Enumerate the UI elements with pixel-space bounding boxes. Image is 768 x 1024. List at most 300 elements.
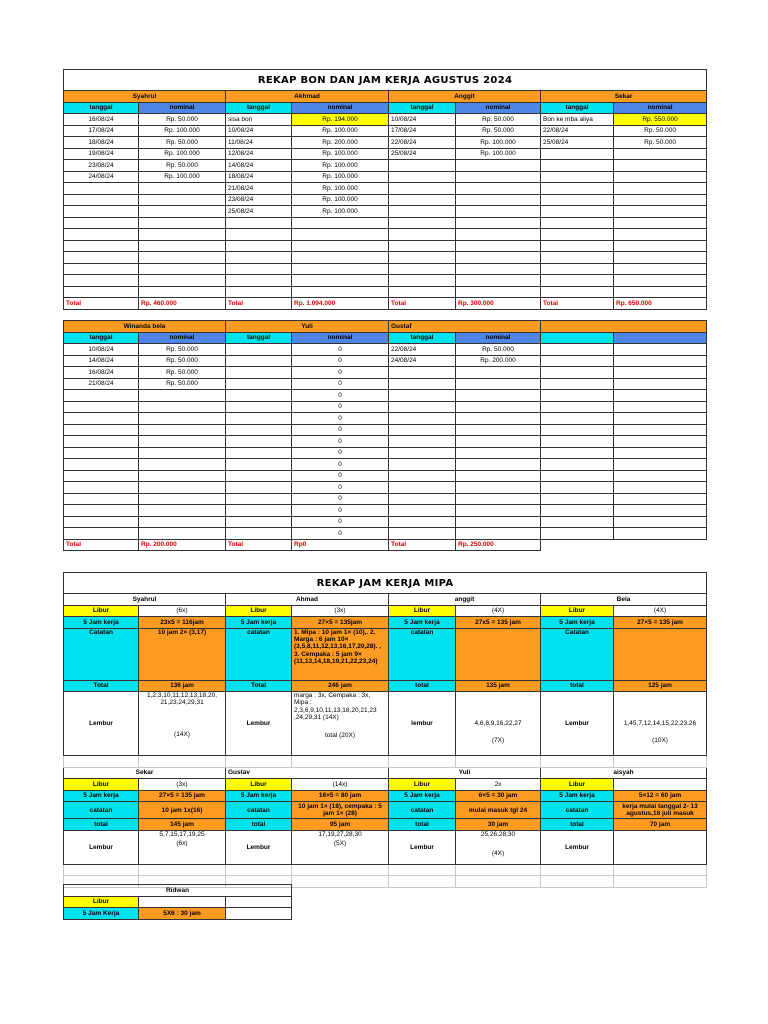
libur-label: Libur — [64, 896, 139, 908]
empty-cell — [541, 447, 614, 459]
tanggal-cell: 23/08/24 — [226, 194, 292, 206]
tanggal-cell — [389, 171, 456, 183]
empty-cell — [614, 470, 707, 482]
nominal-cell — [456, 286, 541, 298]
tanggal-cell — [541, 217, 614, 229]
nominal-cell: 0 — [292, 355, 389, 367]
libur-label: Libur — [226, 605, 292, 617]
table-row — [64, 206, 707, 218]
total-value: 246 jam — [292, 680, 389, 692]
table-row — [64, 171, 707, 183]
lembur-label: Lembur — [541, 692, 614, 756]
catatan-value: mulai masuk tgl 24 — [456, 802, 541, 819]
tanggal-cell — [389, 160, 456, 172]
libur-value: (6x) — [139, 605, 226, 617]
tanggal-cell — [389, 436, 456, 448]
tanggal-cell: 19/08/24 — [64, 148, 139, 160]
lembur-days: 25,26,28,30 — [480, 830, 516, 838]
empty-cell — [614, 413, 707, 425]
tanggal-cell — [226, 286, 292, 298]
nominal-cell — [456, 183, 541, 195]
libur-value: (3x) — [292, 605, 389, 617]
nominal-cell: 0 — [292, 413, 389, 425]
tanggal-cell: 11/08/24 — [226, 137, 292, 149]
table-row — [64, 390, 707, 402]
lembur-label: Lembur — [64, 830, 139, 864]
tanggal-cell: 18/08/24 — [64, 137, 139, 149]
tanggal-cell: 16/08/24 — [64, 114, 139, 126]
lembur-label: Lembur — [541, 830, 614, 864]
nominal-cell: 0 — [292, 390, 389, 402]
nominal-cell — [456, 493, 541, 505]
tanggal-cell: 10/08/24 — [226, 125, 292, 137]
tanggal-cell — [64, 413, 139, 425]
tanggal-cell — [541, 229, 614, 241]
libur-value: (14x) — [292, 779, 389, 791]
tanggal-cell — [226, 482, 292, 494]
tanggal-cell — [226, 355, 292, 367]
nominal-cell — [139, 252, 226, 264]
total-value: 135 jam — [456, 680, 541, 692]
tanggal-cell — [389, 206, 456, 218]
empty-cell — [541, 493, 614, 505]
nominal-cell — [139, 206, 226, 218]
tanggal-cell — [541, 263, 614, 275]
nominal-cell — [292, 263, 389, 275]
nominal-cell: Rp. 50.000 — [139, 378, 226, 390]
jam-kerja-value: 6×5 = 30 jam — [456, 790, 541, 802]
tanggal-cell: 25/08/24 — [389, 148, 456, 160]
col-nominal: nominal — [456, 332, 541, 344]
mipa-name: Ahmad — [226, 594, 389, 606]
lembur-cell — [292, 830, 389, 864]
total-label: Total — [64, 298, 139, 310]
tanggal-cell — [541, 275, 614, 287]
nominal-cell — [614, 148, 707, 160]
col-empty — [541, 332, 614, 344]
nominal-cell — [456, 505, 541, 517]
nominal-cell — [456, 436, 541, 448]
nominal-cell — [139, 505, 226, 517]
nominal-cell — [456, 160, 541, 172]
table-row — [64, 367, 707, 379]
nominal-cell — [614, 160, 707, 172]
nominal-cell — [614, 252, 707, 264]
empty-cell — [541, 459, 614, 471]
tanggal-cell — [389, 217, 456, 229]
jam-kerja-value: 27x5 = 135 jam — [456, 617, 541, 629]
empty-cell — [614, 528, 707, 540]
tanggal-cell — [226, 229, 292, 241]
empty-cell — [614, 378, 707, 390]
table-row — [64, 137, 707, 149]
col-tanggal: tanggal — [541, 102, 614, 114]
total-label: Total — [226, 539, 292, 551]
mipa-name: Sekar — [64, 767, 226, 779]
table-row — [64, 424, 707, 436]
nominal-cell — [456, 171, 541, 183]
table-row — [64, 344, 707, 356]
catatan-value: 1. Mipa : 10 jam 1× (10),. 2. Marga : 6 jam 10× (3,5,8,11,12,13,16,17,20,28). , 3. Cempaka : 5 jam 9× (11,13,14,18,19,21,22,23,24) — [292, 628, 389, 680]
tanggal-cell — [64, 286, 139, 298]
tanggal-cell — [389, 275, 456, 287]
nominal-cell — [139, 183, 226, 195]
tanggal-cell — [226, 217, 292, 229]
catatan-label: Catatan — [541, 628, 614, 680]
empty-cell — [541, 436, 614, 448]
nominal-cell — [614, 194, 707, 206]
tanggal-cell: Bon ke mba aliya — [541, 114, 614, 126]
col-nominal: nominal — [614, 102, 707, 114]
tanggal-cell: 21/08/24 — [64, 378, 139, 390]
nominal-cell — [139, 275, 226, 287]
nominal-cell — [139, 436, 226, 448]
nominal-cell — [292, 252, 389, 264]
total-value: 136 jam — [139, 680, 226, 692]
empty-cell — [614, 516, 707, 528]
col-tanggal: tanggal — [226, 332, 292, 344]
nominal-cell — [614, 206, 707, 218]
nominal-cell: 0 — [292, 493, 389, 505]
nominal-cell: 0 — [292, 528, 389, 540]
table-row — [64, 505, 707, 517]
table-row — [64, 470, 707, 482]
bon-table-1-body — [64, 114, 707, 298]
col-empty — [614, 332, 707, 344]
nominal-cell: Rp. 50.000 — [139, 344, 226, 356]
col-nominal: nominal — [292, 332, 389, 344]
empty-cell — [614, 493, 707, 505]
ridwan-table — [63, 884, 292, 920]
name-anggit: Anggit — [389, 91, 541, 103]
nominal-cell — [456, 516, 541, 528]
nominal-cell — [139, 424, 226, 436]
catatan-label: catatan — [389, 628, 456, 680]
tanggal-cell — [226, 413, 292, 425]
nominal-cell — [139, 229, 226, 241]
nominal-cell — [456, 401, 541, 413]
total-value: Rp. 300.000 — [456, 298, 541, 310]
empty-cell — [541, 413, 614, 425]
libur-label: Libur — [226, 779, 292, 791]
nominal-cell — [614, 183, 707, 195]
name-syahrul: Syahrul — [64, 91, 226, 103]
bon-title: REKAP BON DAN JAM KERJA AGUSTUS 2024 — [64, 70, 707, 91]
nominal-cell — [292, 217, 389, 229]
tanggal-cell — [389, 367, 456, 379]
nominal-cell: 0 — [292, 482, 389, 494]
empty-cell — [541, 378, 614, 390]
nominal-cell — [614, 217, 707, 229]
table-row — [64, 160, 707, 172]
libur-value: (4X) — [614, 605, 707, 617]
tanggal-cell: 22/08/24 — [389, 137, 456, 149]
tanggal-cell — [389, 229, 456, 241]
tanggal-cell — [541, 194, 614, 206]
col-nominal: nominal — [456, 102, 541, 114]
empty-cell — [614, 447, 707, 459]
tanggal-cell — [226, 447, 292, 459]
jam-kerja-label: 5 Jam kerja — [226, 790, 292, 802]
nominal-cell: Rp. 100.000 — [292, 183, 389, 195]
catatan-value — [456, 628, 541, 680]
total-label: total — [64, 819, 139, 831]
tanggal-cell — [226, 263, 292, 275]
tanggal-cell: 22/08/24 — [541, 125, 614, 137]
libur-label: Libur — [389, 605, 456, 617]
tanggal-cell — [226, 344, 292, 356]
total-value: 70 jam — [614, 819, 707, 831]
nominal-cell: Rp. 50.000 — [139, 355, 226, 367]
jam-kerja-value: 5X6 : 30 jam — [139, 908, 226, 920]
jam-kerja-label: 5 Jam kerja — [226, 617, 292, 629]
total-value: 30 jam — [456, 819, 541, 831]
tanggal-cell — [226, 401, 292, 413]
nominal-cell — [139, 516, 226, 528]
tanggal-cell — [389, 183, 456, 195]
tanggal-cell — [226, 436, 292, 448]
col-nominal: nominal — [139, 332, 226, 344]
total-value: Rp0 — [292, 539, 389, 551]
nominal-cell: Rp. 100.000 — [139, 125, 226, 137]
table-row — [64, 125, 707, 137]
tanggal-cell — [541, 252, 614, 264]
nominal-cell: 0 — [292, 401, 389, 413]
nominal-cell: Rp. 100.000 — [292, 160, 389, 172]
nominal-cell: 0 — [292, 378, 389, 390]
jam-kerja-value: 27×5 = 135 jam — [139, 790, 226, 802]
empty-cell — [541, 516, 614, 528]
total-value: Rp. 200.000 — [139, 539, 226, 551]
lembur-cell — [614, 692, 707, 756]
total-value: Rp. 650.000 — [614, 298, 707, 310]
tanggal-cell — [64, 263, 139, 275]
mipa-table — [63, 572, 707, 888]
jam-kerja-label: 5 Jam Kerja — [64, 908, 139, 920]
tanggal-cell — [64, 252, 139, 264]
tanggal-cell — [389, 516, 456, 528]
total-label: Total — [389, 539, 456, 551]
lembur-days: 5,7,15,17,19,25 — [159, 830, 205, 838]
nominal-cell: Rp. 50.000 — [139, 114, 226, 126]
table-row — [64, 148, 707, 160]
tanggal-cell — [389, 263, 456, 275]
name-gustaf: Gustaf — [389, 321, 541, 333]
tanggal-cell — [389, 505, 456, 517]
nominal-cell — [456, 390, 541, 402]
table-row — [64, 493, 707, 505]
lembur-cell — [614, 830, 707, 864]
empty-cell — [541, 401, 614, 413]
nominal-cell: Rp. 100.000 — [292, 148, 389, 160]
empty-cell — [614, 505, 707, 517]
nominal-cell — [614, 286, 707, 298]
table-row — [64, 447, 707, 459]
tanggal-cell: 23/08/24 — [64, 160, 139, 172]
empty-cell — [614, 482, 707, 494]
lembur-days: 1,45,7,12,14,15,22,23,26 — [623, 720, 697, 727]
tanggal-cell — [226, 275, 292, 287]
col-tanggal: tanggal — [389, 332, 456, 344]
catatan-value: kerja mulai tanggal 2- 13 agustus,18 juli masuk — [614, 802, 707, 819]
tanggal-cell — [64, 183, 139, 195]
libur-label: Libur — [389, 779, 456, 791]
tanggal-cell — [541, 240, 614, 252]
catatan-label: catatan — [64, 802, 139, 819]
empty-cell — [614, 344, 707, 356]
nominal-cell: Rp. 200.000 — [456, 355, 541, 367]
lembur-count: (14X) — [174, 730, 190, 738]
tanggal-cell: 24/08/24 — [64, 171, 139, 183]
tanggal-cell — [541, 148, 614, 160]
tanggal-cell: 10/08/24 — [64, 344, 139, 356]
tanggal-cell — [226, 252, 292, 264]
tanggal-cell — [226, 528, 292, 540]
nominal-cell — [456, 447, 541, 459]
jam-kerja-value: 27×5 = 135jam — [292, 617, 389, 629]
nominal-cell: Rp. 100.000 — [292, 206, 389, 218]
nominal-cell — [139, 286, 226, 298]
lembur-label: lembur — [389, 692, 456, 756]
nominal-cell — [456, 263, 541, 275]
lembur-cell — [292, 692, 389, 756]
nominal-cell: Rp. 100.000 — [456, 137, 541, 149]
nominal-cell — [614, 229, 707, 241]
nominal-cell: Rp. 50.000 — [139, 160, 226, 172]
nominal-cell — [456, 424, 541, 436]
nominal-cell — [292, 275, 389, 287]
empty-cell — [541, 470, 614, 482]
nominal-cell — [614, 275, 707, 287]
mipa-name: anggit — [389, 594, 541, 606]
nominal-cell — [292, 229, 389, 241]
col-nominal: nominal — [139, 102, 226, 114]
catatan-value — [614, 628, 707, 680]
nominal-cell — [139, 194, 226, 206]
catatan-value: 10 jam 1× (18), cempaka : 5 jam 1× (28) — [292, 802, 389, 819]
tanggal-cell: 24/08/24 — [389, 355, 456, 367]
jam-kerja-label: 5 Jam kerja — [389, 790, 456, 802]
lembur-label: Lembur — [389, 830, 456, 864]
nominal-cell: Rp. 200.000 — [292, 137, 389, 149]
tanggal-cell — [389, 482, 456, 494]
nominal-cell: Rp. 50.000 — [456, 125, 541, 137]
tanggal-cell — [226, 516, 292, 528]
table-row — [64, 482, 707, 494]
total-value: 145 jam — [139, 819, 226, 831]
nominal-cell — [456, 240, 541, 252]
nominal-cell: 0 — [292, 436, 389, 448]
nominal-cell: Rp. 100.000 — [456, 148, 541, 160]
lembur-count: (5X) — [333, 839, 347, 847]
jam-kerja-value: 5×12 = 60 jam — [614, 790, 707, 802]
lembur-count: total (20X) — [325, 731, 355, 739]
tanggal-cell: 21/08/24 — [226, 183, 292, 195]
name-yuli: Yuli — [226, 321, 389, 333]
table-row — [64, 194, 707, 206]
tanggal-cell — [389, 240, 456, 252]
libur-value: (3x) — [139, 779, 226, 791]
lembur-count: (6x) — [176, 839, 188, 847]
tanggal-cell — [226, 367, 292, 379]
bon-table-2 — [63, 320, 707, 551]
tanggal-cell: 10/08/24 — [389, 114, 456, 126]
lembur-label: Lembur — [226, 692, 292, 756]
col-tanggal: tanggal — [64, 332, 139, 344]
nominal-cell — [292, 286, 389, 298]
empty-cell — [614, 367, 707, 379]
nominal-cell: Rp. 50.000 — [614, 125, 707, 137]
tanggal-cell — [541, 171, 614, 183]
jam-kerja-label: 5 Jam kerja — [541, 790, 614, 802]
catatan-value: 10 jam 2× (3,17) — [139, 628, 226, 680]
catatan-label: catatan — [226, 628, 292, 680]
col-nominal: nominal — [292, 102, 389, 114]
tanggal-cell: 12/08/24 — [226, 148, 292, 160]
jam-kerja-value: 27×5 = 135 jam — [614, 617, 707, 629]
empty-cell — [614, 390, 707, 402]
empty-cell — [614, 401, 707, 413]
nominal-cell — [456, 217, 541, 229]
tanggal-cell — [64, 436, 139, 448]
table-row — [64, 436, 707, 448]
tanggal-cell — [541, 160, 614, 172]
nominal-cell: Rp. 50.000 — [139, 367, 226, 379]
empty-cell — [614, 355, 707, 367]
total-value: Rp. 250.000 — [456, 539, 541, 551]
col-tanggal: tanggal — [64, 102, 139, 114]
tanggal-cell — [64, 229, 139, 241]
tanggal-cell — [389, 194, 456, 206]
tanggal-cell: 17/08/24 — [64, 125, 139, 137]
total-value: Rp. 1.094.000 — [292, 298, 389, 310]
nominal-cell — [456, 206, 541, 218]
libur-value — [614, 779, 707, 791]
tanggal-cell — [64, 447, 139, 459]
tanggal-cell — [64, 424, 139, 436]
lembur-cell — [456, 830, 541, 864]
nominal-cell — [139, 413, 226, 425]
lembur-days: 17,19,27,28,30 — [318, 830, 362, 838]
mipa-title: REKAP JAM KERJA MIPA — [64, 573, 707, 594]
tanggal-cell — [389, 252, 456, 264]
table-row — [64, 114, 707, 126]
mipa-name: Syahrul — [64, 594, 226, 606]
total-label: total — [541, 819, 614, 831]
total-label: Total — [389, 298, 456, 310]
nominal-cell: 0 — [292, 344, 389, 356]
tanggal-cell: sisa bon — [226, 114, 292, 126]
nominal-cell — [139, 459, 226, 471]
tanggal-cell — [389, 493, 456, 505]
tanggal-cell — [226, 459, 292, 471]
jam-kerja-label: 5 Jam kerja — [64, 790, 139, 802]
nominal-cell: Rp. 100.000 — [292, 194, 389, 206]
empty-cell — [614, 459, 707, 471]
tanggal-cell — [541, 183, 614, 195]
nominal-cell — [139, 240, 226, 252]
tanggal-cell — [64, 528, 139, 540]
total-label: Total — [64, 680, 139, 692]
empty-cell — [541, 355, 614, 367]
nominal-cell — [139, 528, 226, 540]
tanggal-cell — [64, 217, 139, 229]
name-akhmad: Akhmad — [226, 91, 389, 103]
nominal-cell — [456, 470, 541, 482]
tanggal-cell — [64, 516, 139, 528]
jam-kerja-label: 5 Jam kerja — [389, 617, 456, 629]
nominal-cell — [139, 390, 226, 402]
